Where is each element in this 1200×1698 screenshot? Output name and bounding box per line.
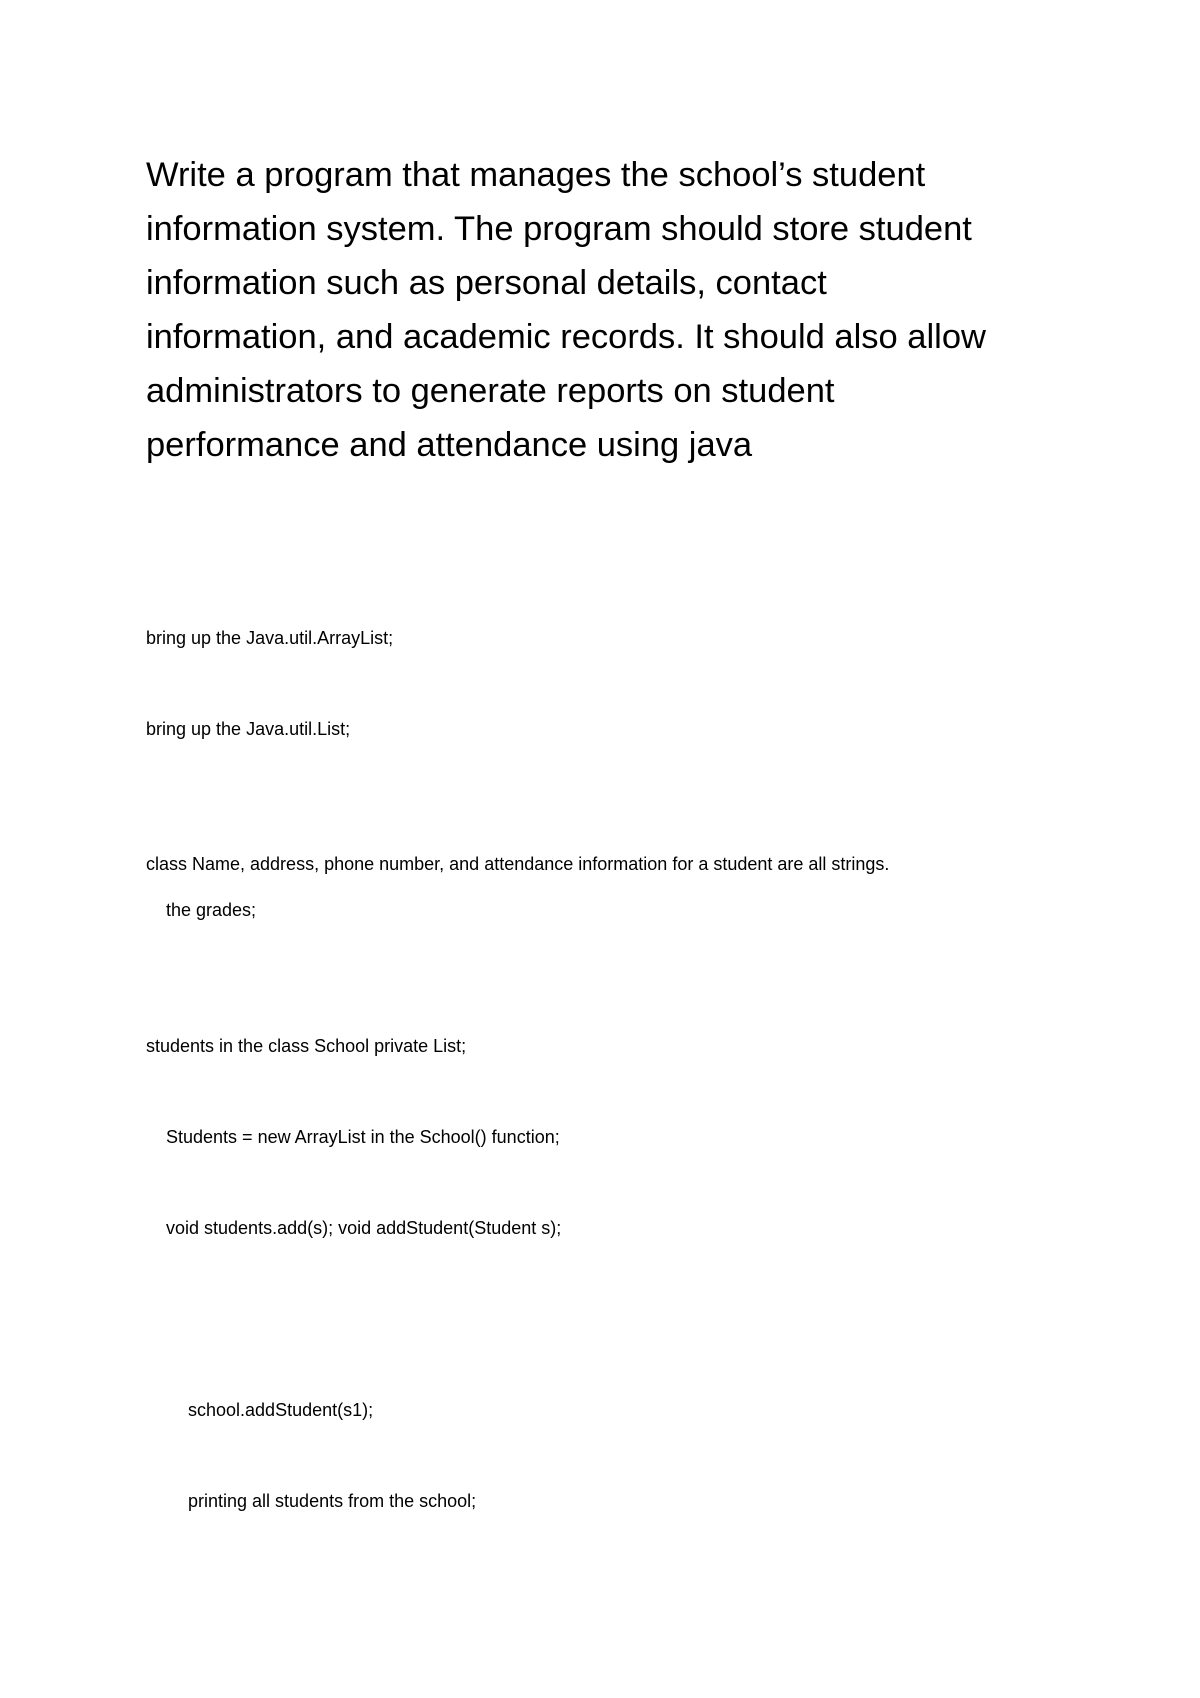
body-line-class-student: class Name, address, phone number, and attendance information for a student are all strings. xyxy=(146,854,890,874)
body-line-constructor: Students = new ArrayList in the School() function; xyxy=(166,1127,560,1147)
assignment-prompt xyxy=(146,148,1076,472)
body-line-add-student: void students.add(s); void addStudent(Student s); xyxy=(166,1218,562,1238)
prompt-line: administrators to generate reports on student xyxy=(146,372,835,410)
prompt-line: information system. The program should store student xyxy=(146,210,972,248)
body-line-class-school: students in the class School private List; xyxy=(146,1036,467,1056)
prompt-line: Write a program that manages the school’s student xyxy=(146,156,926,194)
body-line-printing: printing all students from the school; xyxy=(188,1491,477,1511)
body-line-grades: the grades; xyxy=(166,900,257,920)
body-line-import-list: bring up the Java.util.List; xyxy=(146,719,351,739)
prompt-line: performance and attendance using java xyxy=(146,426,753,464)
prompt-line: information, and academic records. It should also allow xyxy=(146,318,986,356)
body-line-school-add: school.addStudent(s1); xyxy=(188,1400,374,1420)
body-line-import-arraylist: bring up the Java.util.ArrayList; xyxy=(146,628,394,648)
prompt-line: information such as personal details, contact xyxy=(146,264,827,302)
